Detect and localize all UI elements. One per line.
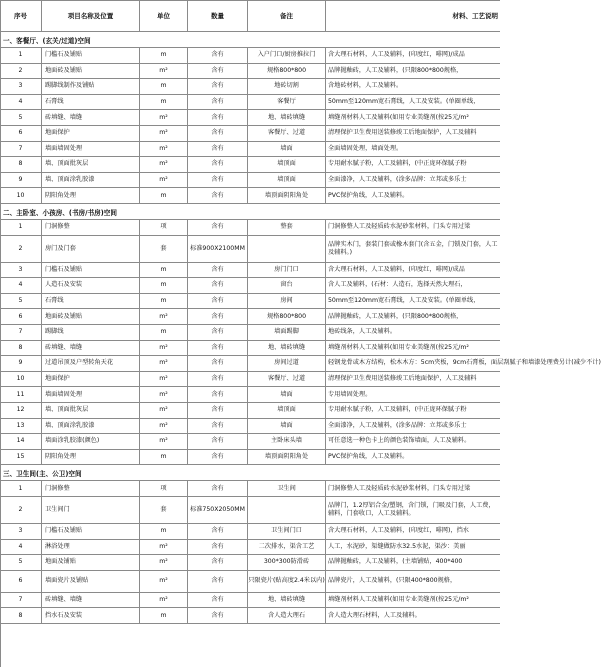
cell-remark: 二次排水，渠含工艺: [248, 540, 326, 555]
cell-qty: 含有: [188, 555, 248, 570]
cell-qty: 含有: [188, 387, 248, 402]
cell-no: 1: [0, 220, 42, 235]
cell-no: 1: [0, 481, 42, 496]
cell-unit: m²: [140, 64, 188, 79]
cell-remark: 300*300防滑砖: [248, 555, 326, 570]
table-row: [0, 278, 500, 294]
cell-qty: 含有: [188, 142, 248, 157]
table-row: [0, 157, 500, 173]
cell-qty: 含有: [188, 294, 248, 309]
cell-desc: 品牌实木门，套装门套或橡木套门(含五金，门锁及门套，人工及辅料。): [328, 240, 498, 256]
cell-name: 踢脚线制作及铺贴: [42, 79, 140, 94]
cell-name: 门槛石及铺贴: [42, 524, 140, 539]
cell-qty: 含有: [188, 220, 248, 235]
cell-name: 地面砖及铺贴: [42, 64, 140, 79]
cell-no: 6: [0, 571, 42, 592]
cell-remark: 含人造大理石: [248, 608, 326, 623]
cell-remark: 客餐厅: [248, 95, 326, 110]
cell-name: 墙、顶面批灰层: [42, 403, 140, 418]
table-row: [0, 79, 500, 95]
table-row: [0, 571, 500, 593]
cell-name: 地面保护: [42, 372, 140, 387]
cell-name: 人造石及安装: [42, 278, 140, 293]
cell-no: 13: [0, 419, 42, 434]
cell-name: 砖填缝、墙缝: [42, 593, 140, 608]
cell-qty: 含有: [188, 325, 248, 340]
cell-remark: 地、墙砖填缝: [248, 110, 326, 125]
table-row: [0, 341, 500, 357]
cell-qty: 含有: [188, 309, 248, 324]
cell-desc: 清理保护卫生费用送装修竣工后地面保护，人工及辅料: [328, 129, 477, 137]
table-row: [0, 419, 500, 435]
header-name: 项目名称及位置: [42, 1, 140, 31]
cell-desc: 50mm至120mm宽石膏线，人工及安装。(单圈单线，: [328, 297, 480, 305]
cell-unit: m²: [140, 593, 188, 608]
cell-remark: 整套: [248, 220, 326, 235]
header-no: 序号: [0, 1, 42, 31]
cell-no: 5: [0, 555, 42, 570]
cell-no: 4: [0, 278, 42, 293]
cell-no: 10: [0, 188, 42, 203]
cell-remark: 房间: [248, 294, 326, 309]
cell-desc: 填缝剂材料人工及辅料(如用专业美缝剂(按25元/m²: [328, 596, 469, 604]
cell-desc: 全面墙固处理，墙面处理。: [328, 144, 403, 152]
cell-remark: 墙顶面: [248, 403, 326, 418]
cell-qty: 含有: [188, 608, 248, 623]
cell-qty: 含有: [188, 450, 248, 465]
table-row: [0, 540, 500, 556]
table-row: [0, 608, 500, 624]
cell-qty: 含有: [188, 48, 248, 63]
cell-name: 踢脚线: [42, 325, 140, 340]
cell-unit: m²: [140, 555, 188, 570]
table-row: [0, 236, 500, 263]
cell-qty: 含有: [188, 157, 248, 172]
cell-desc: 含大理石材料，人工及辅料，(印度红，啡网)/成品: [328, 265, 465, 273]
cell-remark: 墙顶面: [248, 157, 326, 172]
cell-desc: 门洞修整人工及轻质砖水泥砂浆材料，门头专用过梁: [328, 484, 471, 492]
cell-name: 门槛石及铺贴: [42, 263, 140, 278]
cell-unit: m: [140, 278, 188, 293]
section-header: [0, 465, 500, 481]
cell-unit: m: [140, 95, 188, 110]
cell-unit: m: [140, 263, 188, 278]
cell-qty: 含有: [188, 95, 248, 110]
cell-no: 2: [0, 64, 42, 79]
cell-name: 阴阳角处理: [42, 188, 140, 203]
cell-unit: m: [140, 48, 188, 63]
cell-unit: m²: [140, 126, 188, 141]
table-row: [0, 110, 500, 126]
cell-unit: m: [140, 188, 188, 203]
table-row: [0, 450, 500, 466]
cell-qty: 含有: [188, 64, 248, 79]
cell-no: 3: [0, 263, 42, 278]
table-row: [0, 497, 500, 524]
cell-desc: 人工，水泥砂，渠缝做防水32.5水泥，渠沙：美丽: [328, 542, 466, 550]
table-row: [0, 220, 500, 236]
cell-remark: 地砖切割: [248, 79, 326, 94]
cell-remark: 入户门口/厨房推拉门: [248, 48, 326, 63]
cell-unit: m²: [140, 372, 188, 387]
cell-name: 门槛石及铺贴: [42, 48, 140, 63]
cell-remark: [248, 236, 326, 262]
cell-desc: 轻钢龙骨或木方结构，松木木方：5cm夹板，9cm石膏板，面层刮腻子和墙漆处理费另计(减少不计): [328, 359, 601, 367]
cell-qty: 含有: [188, 278, 248, 293]
cell-remark: 主卧床头墙: [248, 434, 326, 449]
cell-name: 石膏线: [42, 294, 140, 309]
cell-no: 4: [0, 540, 42, 555]
section-title: 二、主卧室、小孩房、(书房/书房)空间: [3, 208, 117, 217]
cell-desc: 专用耐水腻子粉，人工及辅料，(中正庞环保腻子粉: [328, 406, 467, 414]
cell-unit: m²: [140, 419, 188, 434]
cell-remark: 墙顶面阴阳角处: [248, 188, 326, 203]
cell-desc: 专用墙固处理。: [328, 390, 372, 398]
cell-unit: m: [140, 450, 188, 465]
cell-no: 7: [0, 142, 42, 157]
cell-remark: 卫生间门口: [248, 524, 326, 539]
cell-desc: 清理保护卫生费用送装修竣工后地面保护，人工及辅料: [328, 375, 477, 383]
cell-remark: 客餐厅、过道: [248, 126, 326, 141]
cell-desc: 地砖线条，人工及辅料。: [328, 328, 397, 336]
table-row: [0, 434, 500, 450]
header-qty: 数量: [188, 1, 248, 31]
cell-unit: m: [140, 325, 188, 340]
table-header: [0, 0, 500, 32]
cell-name: 砖填缝、墙缝: [42, 341, 140, 356]
cell-desc: 品牌抛釉砖，人工及辅料，(只限800*800规格，: [328, 312, 463, 320]
cell-unit: m: [140, 294, 188, 309]
cell-qty: 含有: [188, 593, 248, 608]
cell-name: 墙面墙固处理: [42, 142, 140, 157]
cell-no: 11: [0, 387, 42, 402]
cell-desc: 全面漆净，人工及辅料，(涂多品牌：立邦或多乐士: [328, 421, 467, 429]
cell-desc: 填缝剂材料人工及辅料(如用专业美缝剂(按25元/m²: [328, 113, 469, 121]
cell-no: 1: [0, 48, 42, 63]
cell-no: 3: [0, 524, 42, 539]
cell-no: 6: [0, 126, 42, 141]
cell-desc: PVC保护角线，人工及辅料。: [328, 453, 409, 461]
cell-desc: 品牌抛釉砖，人工及辅料，(只限800*800规格，: [328, 66, 463, 74]
section-title: 三、卫生间(主、公卫)空间: [3, 469, 82, 478]
cell-name: 石膏线: [42, 95, 140, 110]
table-row: [0, 524, 500, 540]
cell-remark: 规格800*800: [248, 64, 326, 79]
cell-qty: 含有: [188, 79, 248, 94]
cell-name: 地面及铺贴: [42, 555, 140, 570]
cell-desc: 全面漆净，人工及辅料，(涂多品牌：立邦或多乐士: [328, 176, 467, 184]
cell-name: 房门及门套: [42, 236, 140, 262]
cell-desc: 品牌抛釉砖，人工及辅料，(主墙铺贴，400*400: [328, 558, 463, 566]
cell-unit: 项: [140, 220, 188, 235]
cell-qty: 含有: [188, 356, 248, 371]
section-title: 一、客餐厅、(玄关/过道)空间: [3, 36, 91, 45]
cell-unit: m²: [140, 540, 188, 555]
header-unit: 单位: [140, 1, 188, 31]
cell-unit: m²: [140, 571, 188, 592]
cell-name: 墙、顶面批灰层: [42, 157, 140, 172]
cell-unit: m²: [140, 356, 188, 371]
table-row: [0, 555, 500, 571]
cell-desc: 品牌瓷片，人工及辅料，(只限400*800规格，: [328, 577, 457, 585]
cell-remark: 墙顶面: [248, 173, 326, 188]
cell-remark: 墙顶面阴阳角处: [248, 450, 326, 465]
header-desc: 材料、工艺说明: [452, 12, 498, 20]
cell-name: 挡水石及安装: [42, 608, 140, 623]
cell-remark: 房门门口: [248, 263, 326, 278]
table-row: [0, 294, 500, 310]
cell-remark: 窗台: [248, 278, 326, 293]
cell-no: 14: [0, 434, 42, 449]
cell-remark: 墙面踢脚: [248, 325, 326, 340]
cell-no: 2: [0, 497, 42, 523]
cell-no: 8: [0, 157, 42, 172]
cell-unit: m²: [140, 173, 188, 188]
cell-desc: 专用耐水腻子粉，人工及辅料，(中正庞环保腻子粉: [328, 160, 467, 168]
cell-unit: m: [140, 608, 188, 623]
cell-no: 7: [0, 593, 42, 608]
cell-desc: PVC保护角线，人工及辅料。: [328, 191, 409, 199]
cell-name: 淋浴处理: [42, 540, 140, 555]
cell-no: 7: [0, 325, 42, 340]
cell-unit: m²: [140, 387, 188, 402]
cell-remark: 只限瓷片(贴高度2.4米以内): [248, 571, 326, 592]
cell-unit: m²: [140, 309, 188, 324]
cell-name: 墙面瓷片及铺贴: [42, 571, 140, 592]
cell-no: 4: [0, 95, 42, 110]
cell-name: 墙面墙固处理: [42, 387, 140, 402]
table-row: [0, 325, 500, 341]
cell-desc: 品牌门，1.2厚铝合金/塑钢，含门锁，门吸及门套，人工费，辅料，门套收口，人工及辅料。: [328, 502, 495, 517]
cell-unit: m²: [140, 142, 188, 157]
cell-qty: 含有: [188, 481, 248, 496]
cell-unit: 套: [140, 236, 188, 262]
table-row: [0, 95, 500, 111]
cell-qty: 标准750X2050MM: [188, 497, 248, 523]
table-row: [0, 356, 601, 372]
section-header: [0, 32, 500, 48]
cell-unit: m: [140, 524, 188, 539]
cell-unit: m²: [140, 403, 188, 418]
cell-desc: 含人造大理石材料，人工及辅料。: [328, 611, 421, 619]
cell-no: 9: [0, 356, 42, 371]
cell-name: 砖填缝、墙缝: [42, 110, 140, 125]
table-row: [0, 126, 500, 142]
table-row: [0, 309, 500, 325]
cell-desc: 门洞修整人工及轻质砖水泥砂浆材料，门头专用过梁: [328, 223, 471, 231]
cell-name: 墙面涂乳胶漆(颜色): [42, 434, 140, 449]
cell-no: 6: [0, 309, 42, 324]
cell-remark: [248, 497, 326, 523]
cell-remark: 卫生间: [248, 481, 326, 496]
cell-qty: 含有: [188, 403, 248, 418]
cell-unit: m: [140, 79, 188, 94]
cell-qty: 含有: [188, 571, 248, 592]
cell-unit: m²: [140, 157, 188, 172]
cell-remark: 客餐厅、过道: [248, 372, 326, 387]
cell-desc: 含大理石材料，人工及辅料，(印度红，啡网)，挡水: [328, 527, 469, 535]
cell-remark: 规格800*800: [248, 309, 326, 324]
cell-qty: 含有: [188, 263, 248, 278]
cell-desc: 含大理石材料，人工及辅料，(印度红，啡网)/成品: [328, 51, 465, 59]
cell-qty: 含有: [188, 126, 248, 141]
cell-qty: 标准900X2100MM: [188, 236, 248, 262]
cell-remark: 墙面: [248, 419, 326, 434]
cell-qty: 含有: [188, 434, 248, 449]
cell-name: 过道吊顶及户型转角天花: [42, 356, 140, 371]
cell-desc: 含人工及辅料，(石材：人造石，选择天然大理石，: [328, 281, 467, 289]
cell-unit: 套: [140, 497, 188, 523]
cell-unit: m²: [140, 341, 188, 356]
cell-name: 门洞修整: [42, 220, 140, 235]
cell-remark: 墙面: [248, 387, 326, 402]
cell-qty: 含有: [188, 540, 248, 555]
cell-qty: 含有: [188, 110, 248, 125]
cell-unit: m²: [140, 110, 188, 125]
cell-qty: 含有: [188, 341, 248, 356]
cell-no: 10: [0, 372, 42, 387]
cell-no: 8: [0, 608, 42, 623]
cell-unit: m²: [140, 434, 188, 449]
cell-qty: 含有: [188, 372, 248, 387]
cell-unit: 项: [140, 481, 188, 496]
table-row: [0, 263, 500, 279]
table-row: [0, 142, 500, 158]
table-row: [0, 593, 500, 609]
cell-remark: 墙面: [248, 142, 326, 157]
cell-no: 2: [0, 236, 42, 262]
header-remark: 备注: [248, 1, 326, 31]
cell-name: 地面砖及铺贴: [42, 309, 140, 324]
cell-qty: 含有: [188, 524, 248, 539]
table-row: [0, 372, 500, 388]
table-row: [0, 403, 500, 419]
cell-name: 墙、顶面涂乳胶漆: [42, 173, 140, 188]
cell-desc: 填缝剂材料人工及辅料(如用专业美缝剂(按25元/m²: [328, 343, 469, 351]
cell-name: 地面保护: [42, 126, 140, 141]
cell-remark: 房间过道: [248, 356, 326, 371]
cell-name: 阴阳角处理: [42, 450, 140, 465]
cell-no: 5: [0, 294, 42, 309]
table-row: [0, 387, 500, 403]
cell-desc: 含地砖材料，人工及辅料。: [328, 82, 403, 90]
cell-no: 8: [0, 341, 42, 356]
cell-qty: 含有: [188, 188, 248, 203]
cell-desc: 可任意选一种色卡上的颜色装饰墙面，人工及辅料。: [328, 437, 471, 445]
table-row: [0, 64, 500, 80]
table-row: [0, 48, 500, 64]
cell-no: 5: [0, 110, 42, 125]
cell-remark: 地、墙砖填缝: [248, 593, 326, 608]
cell-qty: 含有: [188, 419, 248, 434]
cell-qty: 含有: [188, 173, 248, 188]
cell-no: 15: [0, 450, 42, 465]
table-row: [0, 481, 500, 497]
cell-no: 3: [0, 79, 42, 94]
cell-name: 墙、顶面涂乳胶漆: [42, 419, 140, 434]
cell-name: 卫生间门: [42, 497, 140, 523]
table-row: [0, 173, 500, 189]
section-header: [0, 204, 500, 220]
table-row: [0, 188, 500, 204]
cell-no: 12: [0, 403, 42, 418]
cell-no: 9: [0, 173, 42, 188]
cell-desc: 50mm至120mm宽石膏线，人工及安装。(单圈单线，: [328, 98, 480, 106]
cell-remark: 地、墙砖填缝: [248, 341, 326, 356]
cell-name: 门洞修整: [42, 481, 140, 496]
